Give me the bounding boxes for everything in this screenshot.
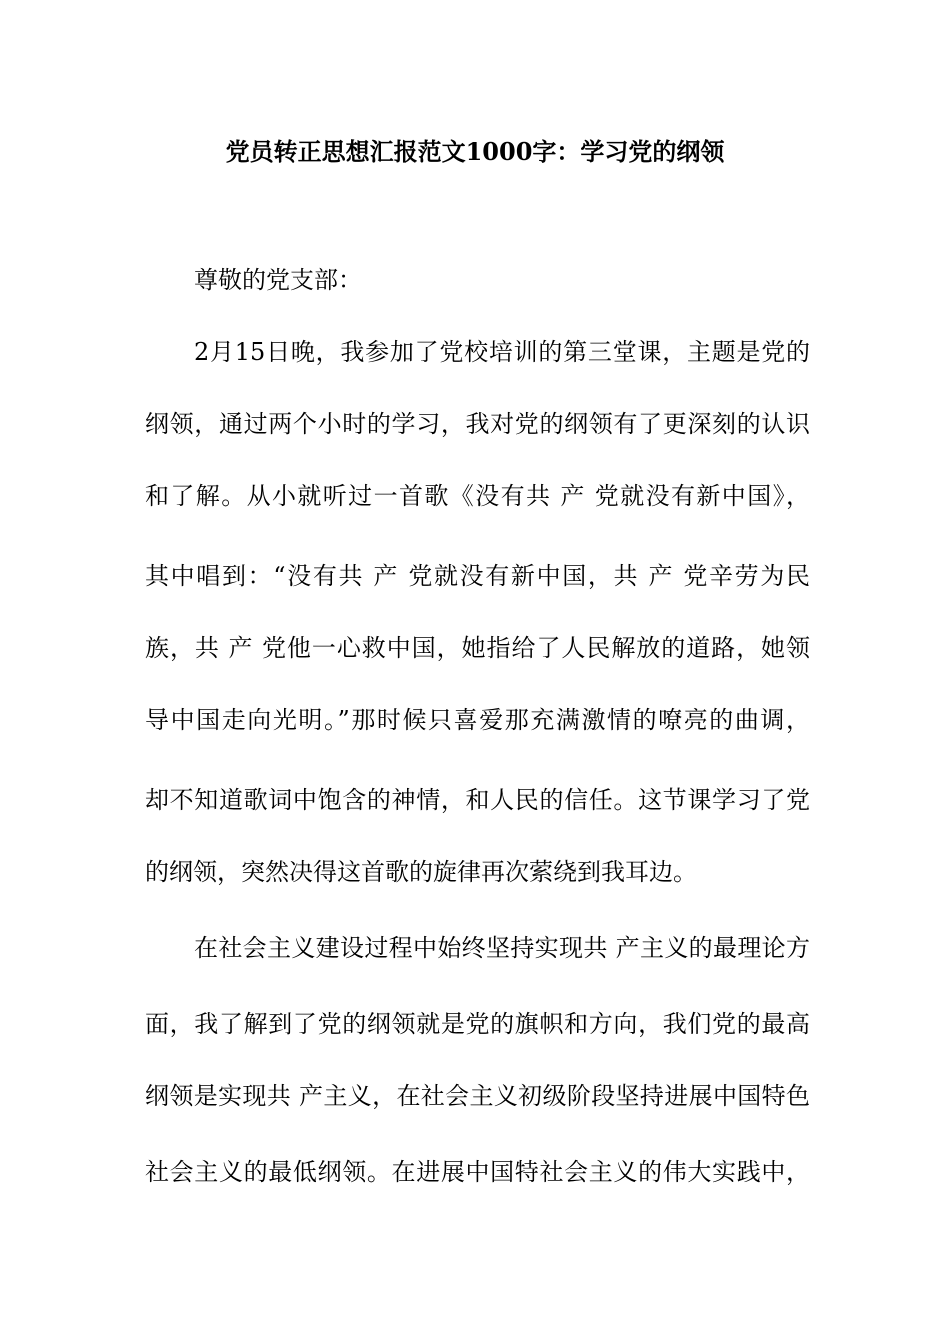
paragraph-1-line-4: 其中唱到：“没有共 产 党就没有新中国，共 产 党辛劳为民 [145, 562, 810, 590]
paragraph-2-line-2: 面，我了解到了党的纲领就是党的旗帜和方向，我们党的最高 [145, 1010, 810, 1038]
paragraph-2-line-3: 纲领是实现共 产主义，在社会主义初级阶段坚持进展中国特色 [145, 1082, 810, 1110]
paragraph-1-line-7: 却不知道歌词中饱含的神情，和人民的信任。这节课学习了党 [145, 786, 810, 814]
salutation: 尊敬的党支部： [194, 266, 362, 294]
paragraph-1-line-5: 族，共 产 党他一心救中国，她指给了人民解放的道路，她领 [145, 634, 810, 662]
paragraph-2-line-4: 社会主义的最低纲领。在进展中国特社会主义的伟大实践中， [145, 1158, 810, 1186]
document-title: 党员转正思想汇报范文1000字：学习党的纲领 [225, 137, 725, 166]
paragraph-1-line-6: 导中国走向光明。”那时候只喜爱那充满激情的嘹亮的曲调， [145, 706, 810, 734]
paragraph-1-line-8: 的纲领，突然决得这首歌的旋律再次萦绕到我耳边。 [145, 858, 697, 886]
paragraph-1-line-1: 2月15日晚，我参加了党校培训的第三堂课，主题是党的 [194, 338, 810, 366]
paragraph-1-line-2: 纲领，通过两个小时的学习，我对党的纲领有了更深刻的认识 [145, 410, 810, 438]
paragraph-1-line-3: 和了解。从小就听过一首歌《没有共 产 党就没有新中国》， [145, 482, 810, 510]
paragraph-2-line-1: 在社会主义建设过程中始终坚持实现共 产主义的最理论方 [194, 934, 810, 962]
